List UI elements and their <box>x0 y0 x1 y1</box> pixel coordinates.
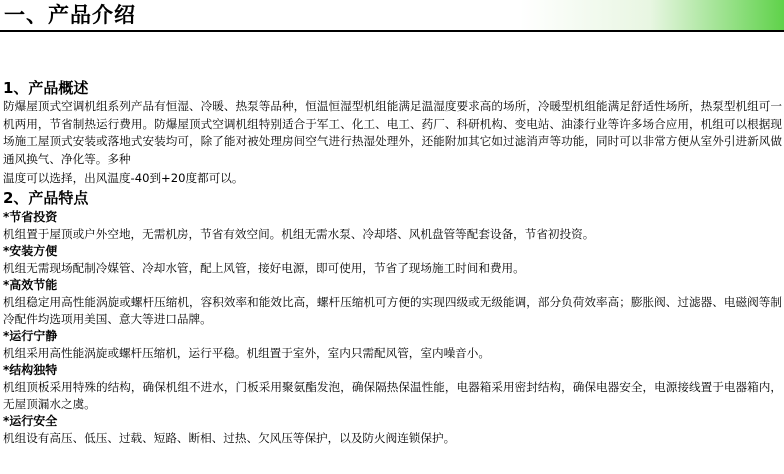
feature-item-installation <box>3 243 782 277</box>
overview-paragraph-tail: 温度可以选择，出风温度-40到+20度都可以。 <box>3 171 244 186</box>
feature-title: *节省投资 <box>3 209 58 224</box>
feature-title: *运行安全 <box>3 413 58 428</box>
feature-list <box>3 209 782 447</box>
feature-text: 机组稳定用高性能涡旋或螺杆压缩机，容积效率和能效比高，螺杆压缩机可方便的实现四级或无级能调，部分负荷效率高；膨胀阀、过滤器、电磁阀等制冷配件均选项用美国、意大等进口品牌。 <box>3 294 782 326</box>
feature-title: *高效节能 <box>3 277 58 292</box>
features-heading: 2、产品特点 <box>3 188 89 207</box>
feature-item-efficiency <box>3 277 782 328</box>
feature-item-saving <box>3 209 782 243</box>
feature-item-structure <box>3 362 782 413</box>
feature-title: *结构独特 <box>3 362 58 377</box>
overview-paragraph: 防爆屋顶式空调机组系列产品有恒湿、冷暖、热泵等品种，恒温恒湿型机组能满足温湿度要求高的场所，冷暖型机组能满足舒适性场所，热泵型机组可一机两用，节省制热运行费用。防爆屋顶式空调机组特别适合于军工、化工、电工、药厂、科研机构、变电站、油漆行业等许多场合应用，机组可以根据现场施工屋顶式安装或落地式安装均可，除了能对被处理房间空气进行热湿处理外，还能附加其它如过滤消声等功能，同时可以非常方便从室外引进新风做通风换气、净化等。多种 <box>3 99 782 166</box>
content-area <box>3 78 782 447</box>
feature-text: 机组无需现场配制冷媒管、冷却水管，配上风管，接好电源，即可使用，节省了现场施工时间和费用。 <box>3 260 525 275</box>
overview-heading: 1、产品概述 <box>3 79 89 97</box>
feature-text: 机组设有高压、低压、过载、短路、断相、过热、欠风压等保护，以及防火阀连锁保护。 <box>3 430 456 445</box>
feature-text: 机组采用高性能涡旋或螺杆压缩机，运行平稳。机组置于室外，室内只需配风管，室内噪音小。 <box>3 345 490 360</box>
feature-text: 机组顶板采用特殊的结构，确保机组不进水，门板采用聚氨酯发泡，确保隔热保温性能，电器箱采用密封结构，确保电器安全，电源接线置于电器箱内，无屋顶漏水之虞。 <box>3 379 782 411</box>
page-title: 一、产品介绍 <box>4 3 136 27</box>
feature-title: *运行宁静 <box>3 328 58 343</box>
feature-title: *安装方便 <box>3 243 58 258</box>
feature-item-safety <box>3 413 782 447</box>
title-bar <box>0 0 784 32</box>
feature-item-quiet <box>3 328 782 362</box>
feature-text: 机组置于屋顶或户外空地，无需机房，节省有效空间。机组无需水泵、冷却塔、风机盘管等配套设备，节省初投资。 <box>3 226 595 241</box>
